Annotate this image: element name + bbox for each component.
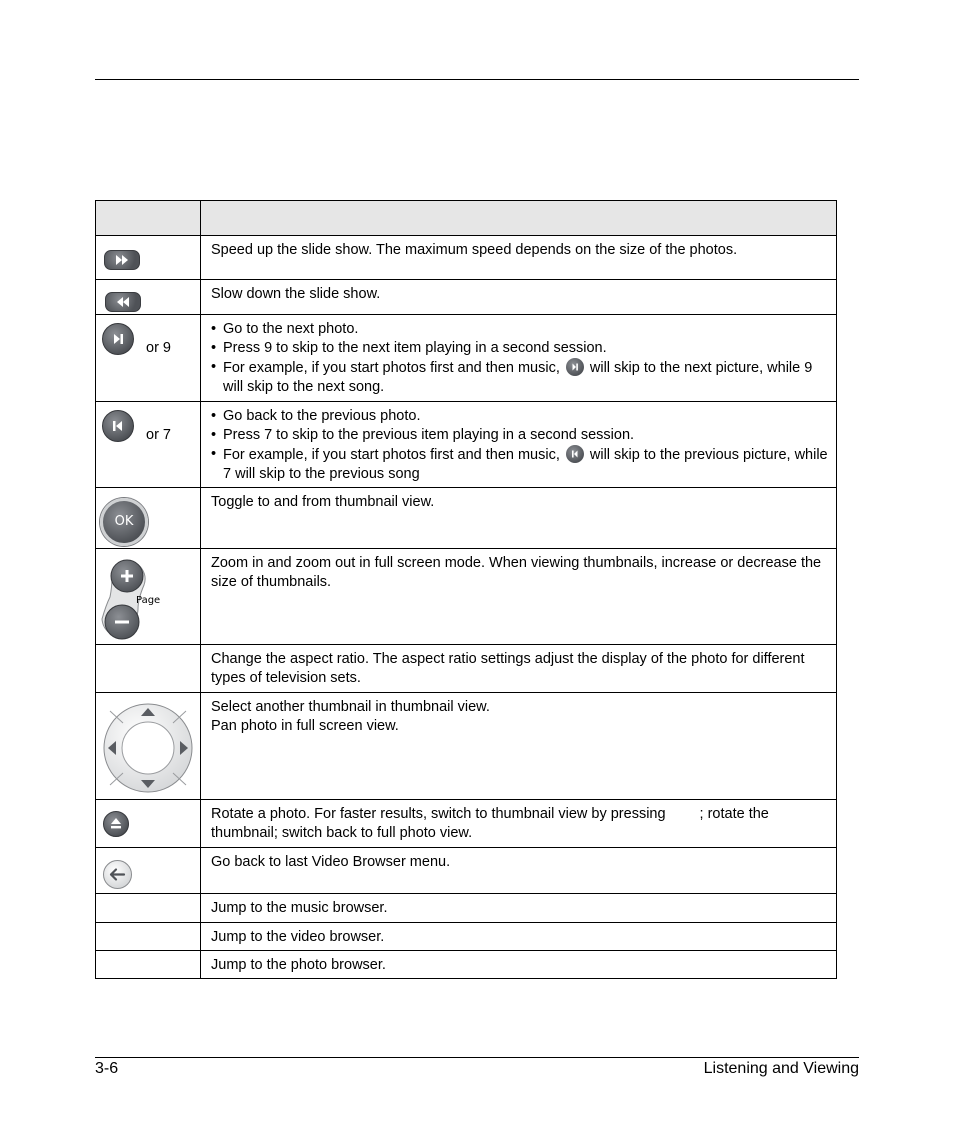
key-cell [96, 951, 201, 979]
alt-key-label: or 9 [146, 340, 171, 356]
table-header-row [96, 201, 837, 236]
table-row [96, 549, 837, 645]
ok-button-icon [100, 498, 148, 546]
table-row [96, 951, 837, 979]
key-cell [96, 645, 201, 693]
description-cell [201, 693, 837, 800]
description-cell: Change the aspect ratio. The aspect ratio settings adjust the display of the photo for different types of television sets. [201, 645, 837, 693]
bullet-item: • Press 9 to skip to the next item playing in a second session. [211, 339, 828, 358]
header-button-cell [96, 201, 201, 236]
key-cell [96, 280, 201, 315]
skip-next-icon [102, 323, 134, 355]
key-cell [96, 549, 201, 645]
table-row [96, 923, 837, 951]
key-cell [96, 693, 201, 800]
fast-forward-icon [104, 250, 140, 270]
rotate-text: ; rotate the thumbnail; switch back to full photo view. [211, 806, 769, 841]
table-row [96, 645, 837, 693]
back-arrow-icon [103, 860, 132, 889]
footer-rule [95, 1057, 859, 1058]
description-cell: Jump to the music browser. [201, 894, 837, 923]
table-row [96, 280, 837, 315]
skip-previous-icon [566, 445, 584, 463]
key-cell [96, 923, 201, 951]
key-cell [96, 315, 201, 402]
skip-next-icon [566, 358, 584, 376]
table-row [96, 236, 837, 280]
ok-label: OK [114, 514, 134, 529]
description-line: Select another thumbnail in thumbnail view. [211, 699, 490, 715]
table-row [96, 693, 837, 800]
page-zoom-icon [100, 557, 160, 641]
description-cell [201, 315, 837, 402]
description-cell [201, 800, 837, 848]
table-row [96, 894, 837, 923]
bullet-item: • Go back to the previous photo. [211, 407, 828, 426]
skip-previous-icon [102, 410, 134, 442]
table-row [96, 488, 837, 549]
example-text: For example, if you start photos first and then music, [223, 447, 560, 463]
key-cell [96, 488, 201, 549]
bullet-item: • Press 7 to skip to the previous item playing in a second session. [211, 426, 828, 445]
table-row [96, 315, 837, 402]
key-cell [96, 800, 201, 848]
description-cell: Jump to the video browser. [201, 923, 837, 951]
rotate-text: Rotate a photo. For faster results, switch to thumbnail view by pressing [211, 806, 666, 822]
alt-key-label: or 7 [146, 427, 171, 443]
description-cell: Go back to last Video Browser menu. [201, 848, 837, 894]
chapter-title: Listening and Viewing [703, 1060, 859, 1077]
description-line: Pan photo in full screen view. [211, 718, 399, 734]
example-text: will skip to the previous picture, while 7 will skip to the previous song [223, 447, 828, 482]
bullet-item: • Go to the next photo. [211, 320, 828, 339]
example-text: For example, if you start photos first and then music, [223, 360, 560, 376]
key-cell [96, 402, 201, 488]
key-cell [96, 894, 201, 923]
table-row [96, 848, 837, 894]
key-cell [96, 848, 201, 894]
rewind-icon [105, 292, 141, 312]
bullet-item [211, 358, 828, 397]
page-number: 3-6 [95, 1060, 119, 1077]
remote-controls-table [95, 200, 837, 979]
description-cell: Slow down the slide show. [201, 280, 837, 315]
header-rule [95, 79, 859, 80]
description-cell: Toggle to and from thumbnail view. [201, 488, 837, 549]
description-cell: Zoom in and zoom out in full screen mode. When viewing thumbnails, increase or decrease the size of thumbnails. [201, 549, 837, 645]
table-row [96, 402, 837, 488]
navigation-pad-icon [102, 702, 194, 794]
page-label: Page [136, 595, 161, 606]
description-cell [201, 402, 837, 488]
description-cell: Speed up the slide show. The maximum speed depends on the size of the photos. [201, 236, 837, 280]
eject-rotate-icon [103, 811, 129, 837]
example-text: will skip to the next picture, while 9 will skip to the next song. [223, 360, 813, 395]
header-description-cell [201, 201, 837, 236]
key-cell [96, 236, 201, 280]
description-cell: Jump to the photo browser. [201, 951, 837, 979]
table-row [96, 800, 837, 848]
bullet-item [211, 445, 828, 484]
